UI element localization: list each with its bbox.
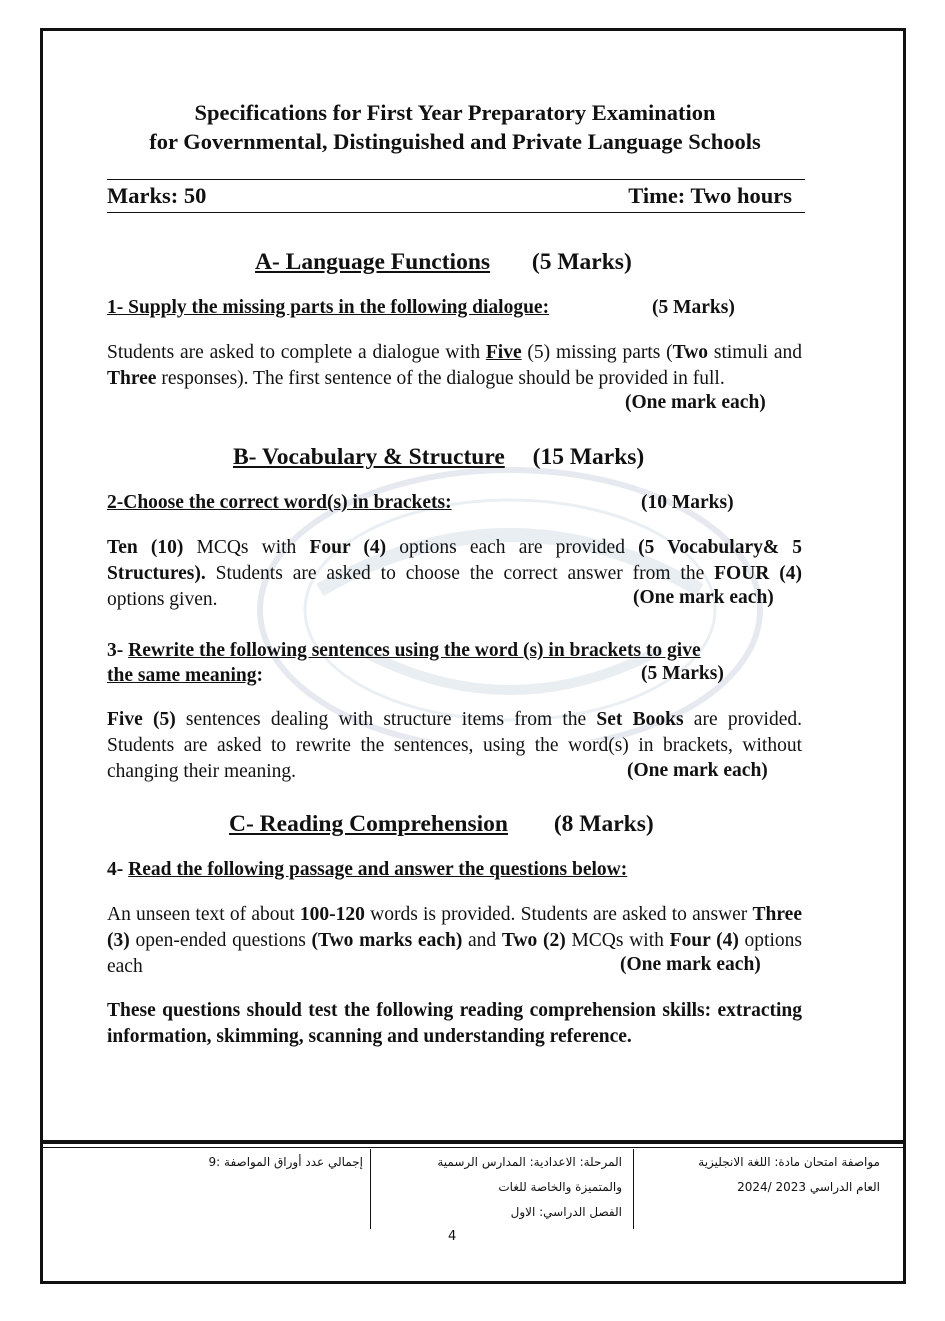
document-title [70,98,840,156]
footer-stage: المرحلة: الاعدادية: المدارس الرسمية [437,1155,622,1169]
title-line-2: for Governmental, Distinguished and Private Language Schools [149,129,761,154]
question-1-mark-each: (One mark each) [625,392,766,413]
footer-year: العام الدراسي 2023 /2024 [737,1180,880,1194]
question-3-description: Five (5) sentences dealing with structure items from the Set Books are provided. Students are asked to rewrite the sentences, using the word(s) in brackets, without changing their meaning. [107,709,803,782]
question-3-mark-each: (One mark each) [627,760,768,781]
question-3-label: 3- Rewrite the following sentences using the word (s) in brackets to give the same meaning: [107,640,701,686]
footer-rule-thin [43,1147,903,1148]
header-top-rule [107,179,805,180]
question-2-mark-each: (One mark each) [633,587,774,608]
question-4-description: An unseen text of about 100-120 words is provided. Students are asked to answer Three (3) open-ended questions (Two marks each) and Two (2) MCQs with Four (4) options each [107,904,802,977]
footer-pages-info: إجمالي عدد أوراق المواصفة :9 [208,1155,363,1169]
reading-skills-note: These questions should test the following reading comprehension skills: extracting information, skimming, scanning and understanding reference. [107,1000,802,1047]
footer-divider-right [633,1149,634,1229]
footer-stage-info [390,1150,622,1225]
section-b-heading [233,444,644,471]
question-2-description: Ten (10) MCQs with Four (4) options each are provided (5 Vocabulary& 5 Structures). Students are asked to choose the correct answer from the FOUR (4) options given. [107,537,802,610]
total-marks: Marks: 50 [107,183,207,208]
footer-rule-thick [43,1140,903,1144]
section-c-heading [229,811,654,838]
marks-time-row [107,183,792,209]
section-b-title: B- Vocabulary & Structure [233,444,505,470]
title-line-1: Specifications for First Year Preparatory Examination [194,100,716,125]
section-c-title: C- Reading Comprehension [229,811,508,837]
question-4-mark-each: (One mark each) [620,954,761,975]
question-1-description: Students are asked to complete a dialogue with Five (5) missing parts (Two stimuli and Three responses). The first sentence of the dialogue should be provided in full. [107,342,802,389]
section-a-marks: (5 Marks) [531,249,632,275]
exam-time: Time: Two hours [628,183,792,208]
footer-divider-left [370,1149,371,1229]
section-b-marks: (15 Marks) [532,444,645,470]
footer-subject: مواصفة امتحان مادة: اللغة الانجليزية [698,1155,880,1169]
footer-schools: والمتميزة والخاصة للغات [498,1180,622,1194]
question-2-marks: (10 Marks) [641,492,734,513]
footer-term: الفصل الدراسي: الاول [510,1205,622,1219]
footer-subject-info [655,1150,880,1200]
header-bottom-rule [107,212,805,213]
section-a-title: A- Language Functions [255,249,491,275]
section-a-heading [255,249,632,276]
question-1-marks: (5 Marks) [652,297,735,318]
question-3-marks: (5 Marks) [641,663,724,684]
question-4-label: 4- Read the following passage and answer the questions below: [107,859,628,880]
section-c-marks: (8 Marks) [553,811,654,837]
page-number: 4 [448,1229,457,1244]
question-2-label: 2-Choose the correct word(s) in brackets: [107,492,452,513]
question-1-label: 1- Supply the missing parts in the following dialogue: [107,297,550,318]
